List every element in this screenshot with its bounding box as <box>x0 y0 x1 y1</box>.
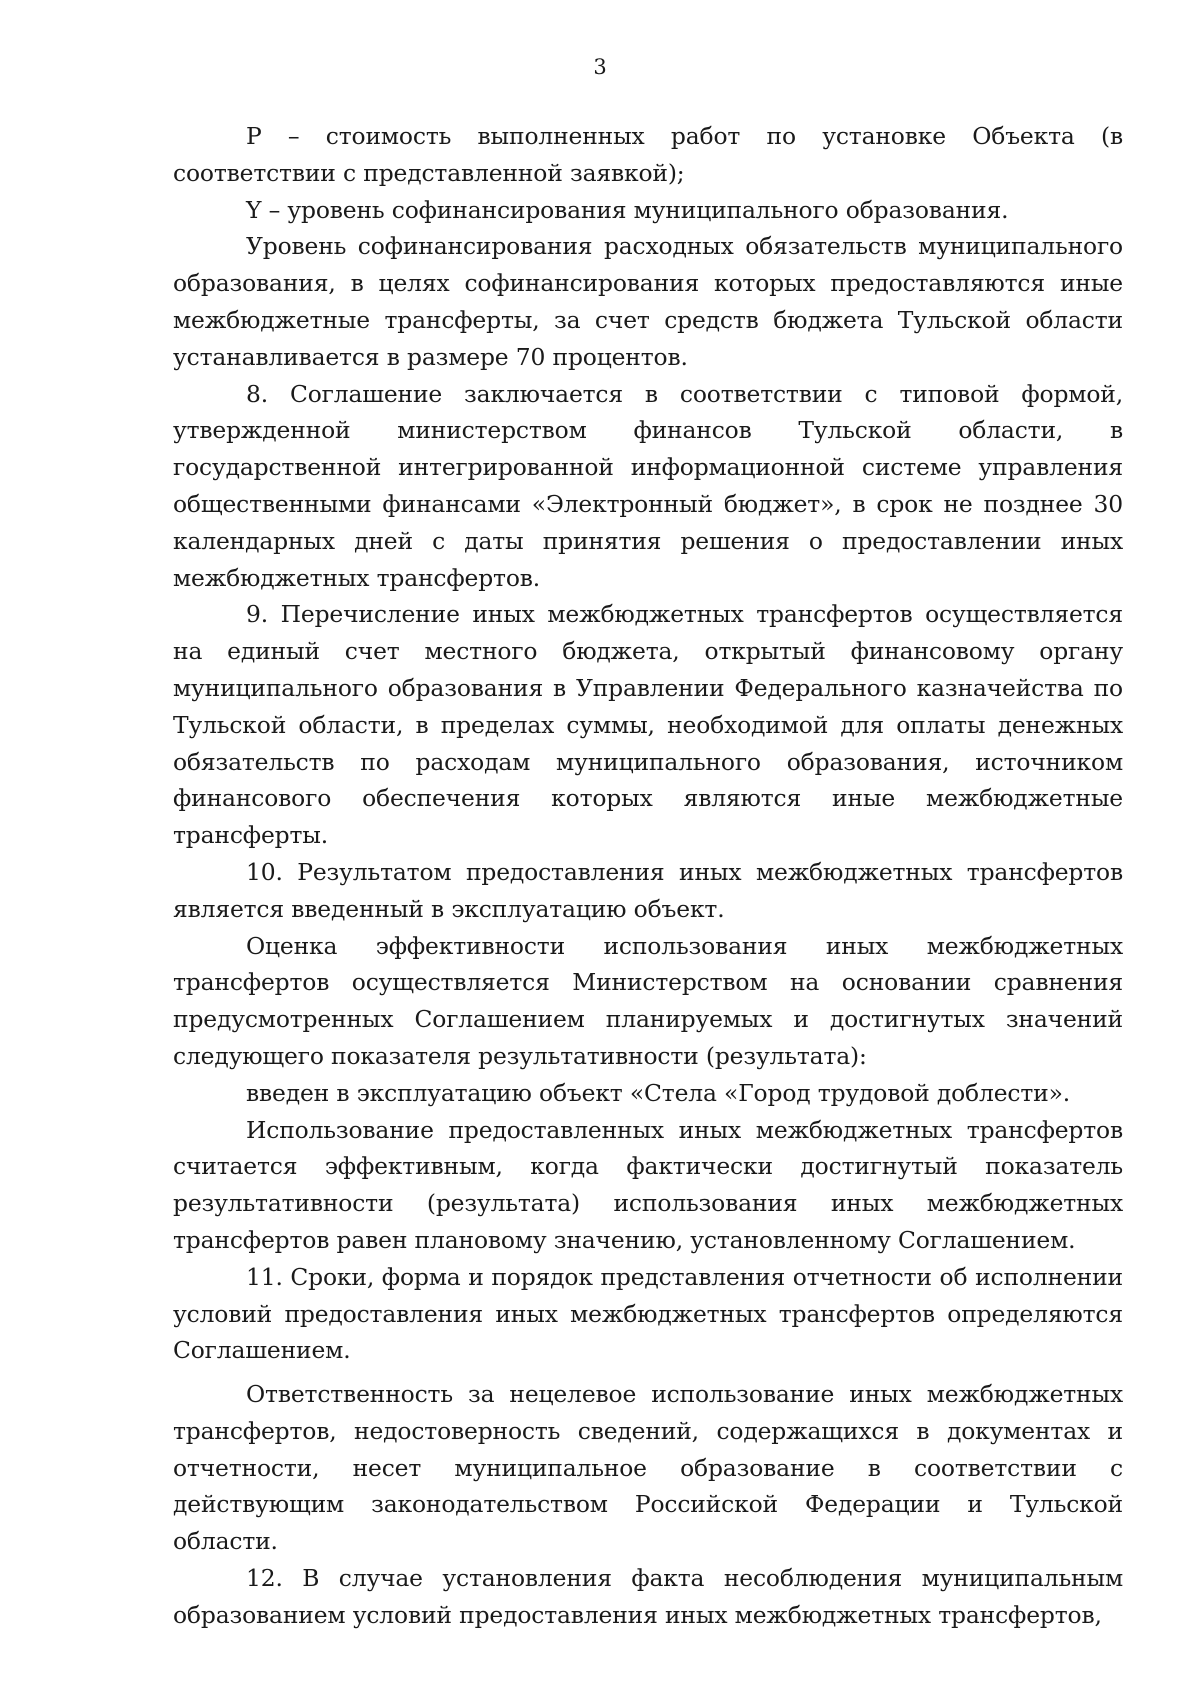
paragraph-indicator: введен в эксплуатацию объект «Стела «Город трудовой доблести». <box>246 1078 1071 1107</box>
paragraph-cofinancing-level: Уровень софинансирования расходных обязательств муниципального образования, в целях софинансирования которых предоставляются иные межбюджетные трансферты, за счет средств бюджета Тульской области устанавливается в размере 70 процентов. <box>173 232 1123 371</box>
paragraph-efficiency-criteria: Использование предоставленных иных межбюджетных трансфертов считается эффективным, когда фактически достигнутый показатель результативности (результата) использования иных межбюджетных трансфертов равен плановому значению, установленному Соглашением. <box>173 1115 1123 1254</box>
paragraph-y-definition: Y – уровень софинансирования муниципального образования. <box>246 195 1009 224</box>
paragraph-item-10: 10. Результатом предоставления иных межбюджетных трансфертов является введенный в эксплуатацию объект. <box>173 857 1123 923</box>
paragraph-item-11: 11. Сроки, форма и порядок представления отчетности об исполнении условий предоставления иных межбюджетных трансфертов определяются Соглашением. <box>173 1262 1123 1365</box>
document-body <box>173 118 1123 1634</box>
paragraph-item-9: 9. Перечисление иных межбюджетных трансфертов осуществляется на единый счет местного бюджета, открытый финансовому органу муниципального образования в Управлении Федерального казначейства по Тульской области, в пределах суммы, необходимой для оплаты денежных обязательств по расходам муниципального образования, источником финансового обеспечения которых являются иные межбюджетные трансферты. <box>173 600 1123 850</box>
paragraph-item-8: 8. Соглашение заключается в соответствии с типовой формой, утвержденной министерством финансов Тульской области, в государственной интегрированной информационной системе управления общественными финансами «Электронный бюджет», в срок не позднее 30 календарных дней с даты принятия решения о предоставлении иных межбюджетных трансфертов. <box>173 379 1123 592</box>
page-number: 3 <box>593 55 607 79</box>
paragraph-p-definition: P – стоимость выполненных работ по установке Объекта (в соответствии с представленной заявкой); <box>173 122 1123 187</box>
paragraph-item-12: 12. В случае установления факта несоблюдения муниципальным образованием условий предоставления иных межбюджетных трансфертов, <box>173 1564 1123 1629</box>
paragraph-responsibility: Ответственность за нецелевое использование иных межбюджетных трансфертов, недостоверность сведений, содержащихся в документах и отчетности, несет муниципальное образование в соответствии с действующим законодательством Российской Федерации и Тульской области. <box>173 1380 1123 1556</box>
paragraph-efficiency-assessment: Оценка эффективности использования иных межбюджетных трансфертов осуществляется Министерством на основании сравнения предусмотренных Соглашением планируемых и достигнутых значений следующего показателя результативности (результата): <box>173 931 1123 1070</box>
